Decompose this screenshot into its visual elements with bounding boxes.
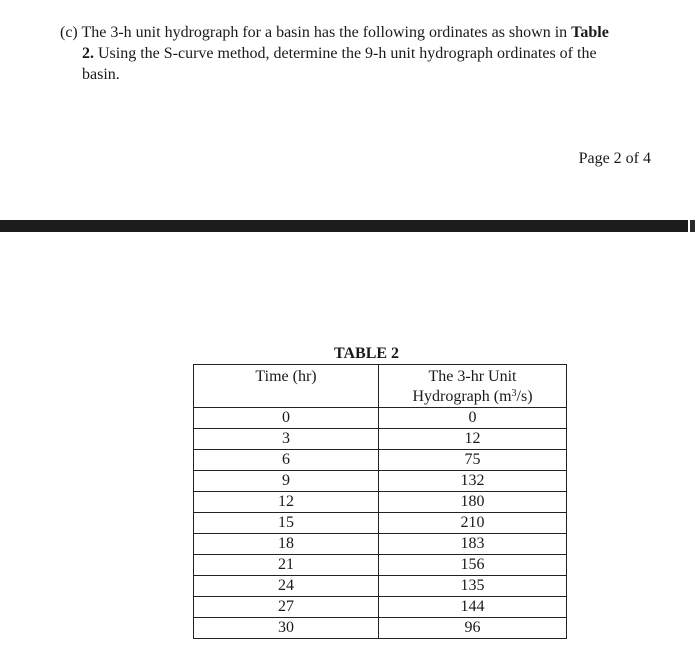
cell-unit-hydrograph: 96 bbox=[379, 618, 567, 639]
question-table-number: 2. bbox=[82, 45, 94, 62]
cell-time: 21 bbox=[194, 555, 379, 576]
table-header-row bbox=[194, 365, 567, 408]
cell-time: 24 bbox=[194, 576, 379, 597]
cell-time: 3 bbox=[194, 429, 379, 450]
cell-unit-hydrograph: 156 bbox=[379, 555, 567, 576]
cell-unit-hydrograph: 210 bbox=[379, 513, 567, 534]
table-row bbox=[194, 597, 567, 618]
table-row bbox=[194, 492, 567, 513]
cell-time: 15 bbox=[194, 513, 379, 534]
table-row bbox=[194, 450, 567, 471]
cell-unit-hydrograph: 0 bbox=[379, 408, 567, 429]
question-table-ref: Table bbox=[571, 24, 609, 41]
cell-time: 12 bbox=[194, 492, 379, 513]
cell-time: 30 bbox=[194, 618, 379, 639]
table-row bbox=[194, 576, 567, 597]
header-uh-line-2: Hydrograph $(m^3/s)$ bbox=[412, 388, 533, 405]
cell-time: 18 bbox=[194, 534, 379, 555]
cell-unit-hydrograph: 135 bbox=[379, 576, 567, 597]
question-line-2 bbox=[60, 43, 660, 64]
table-body bbox=[194, 408, 567, 639]
table-row bbox=[194, 618, 567, 639]
cell-unit-hydrograph: 132 bbox=[379, 471, 567, 492]
cell-unit-hydrograph: 183 bbox=[379, 534, 567, 555]
cell-time: 9 bbox=[194, 471, 379, 492]
cell-time: 6 bbox=[194, 450, 379, 471]
header-unit-hydrograph bbox=[379, 365, 567, 408]
table-row bbox=[194, 555, 567, 576]
question-line-3: basin. bbox=[82, 66, 120, 83]
page-separator-end bbox=[690, 220, 695, 232]
table-title: TABLE 2 bbox=[334, 345, 400, 362]
table-row bbox=[194, 513, 567, 534]
cell-unit-hydrograph: 144 bbox=[379, 597, 567, 618]
page-number: Page 2 of 4 bbox=[578, 150, 651, 167]
hydrograph-table bbox=[193, 364, 567, 639]
header-time: Time (hr) bbox=[194, 365, 379, 408]
cell-unit-hydrograph: 75 bbox=[379, 450, 567, 471]
table-row bbox=[194, 408, 567, 429]
cell-time: 0 bbox=[194, 408, 379, 429]
cell-unit-hydrograph: 12 bbox=[379, 429, 567, 450]
table-row bbox=[194, 429, 567, 450]
question-line-2-text: Using the S-curve method, determine the 9-h unit hydrograph ordinates of the bbox=[94, 45, 597, 62]
table-row bbox=[194, 534, 567, 555]
cell-time: 27 bbox=[194, 597, 379, 618]
cell-unit-hydrograph: 180 bbox=[379, 492, 567, 513]
page-separator bbox=[0, 220, 688, 232]
table-row bbox=[194, 471, 567, 492]
question-line-1 bbox=[60, 22, 660, 43]
question-text bbox=[60, 22, 660, 85]
question-line-1-text: (c) The 3-h unit hydrograph for a basin has the following ordinates as shown in bbox=[60, 24, 572, 41]
header-uh-line-1: The 3-hr Unit bbox=[428, 368, 517, 385]
